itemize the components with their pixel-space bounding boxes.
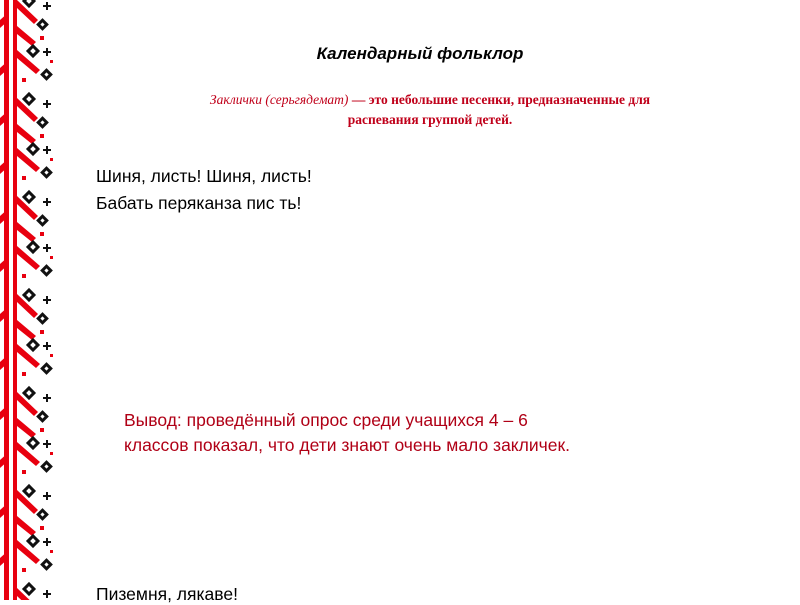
slide-subtitle	[100, 90, 760, 130]
conclusion-line-2: классов показал, что дети знают очень мало закличек.	[124, 435, 571, 455]
conclusion-line-1: Вывод: проведённый опрос среди учащихся 4 – 6	[124, 410, 528, 430]
verse-block	[96, 163, 312, 217]
embroidery-ornament-border	[0, 0, 58, 600]
slide-title: Календарный фольклор	[316, 44, 524, 63]
subtitle-term: Заклички (серьгядемат)	[209, 92, 349, 107]
cut-off-verse-line: Пиземня, лякаве!	[96, 584, 238, 604]
embroidery-ornament-icon	[0, 0, 58, 600]
verse-line: Бабать перяканза пис ть!	[96, 193, 302, 213]
verse-line: Шиня, листь! Шиня, листь!	[96, 166, 312, 186]
conclusion-text	[124, 408, 744, 458]
subtitle-line-1: — это небольшие песенки, предназначенные для	[348, 92, 651, 107]
subtitle-line-2: распевания группой детей.	[347, 112, 513, 127]
